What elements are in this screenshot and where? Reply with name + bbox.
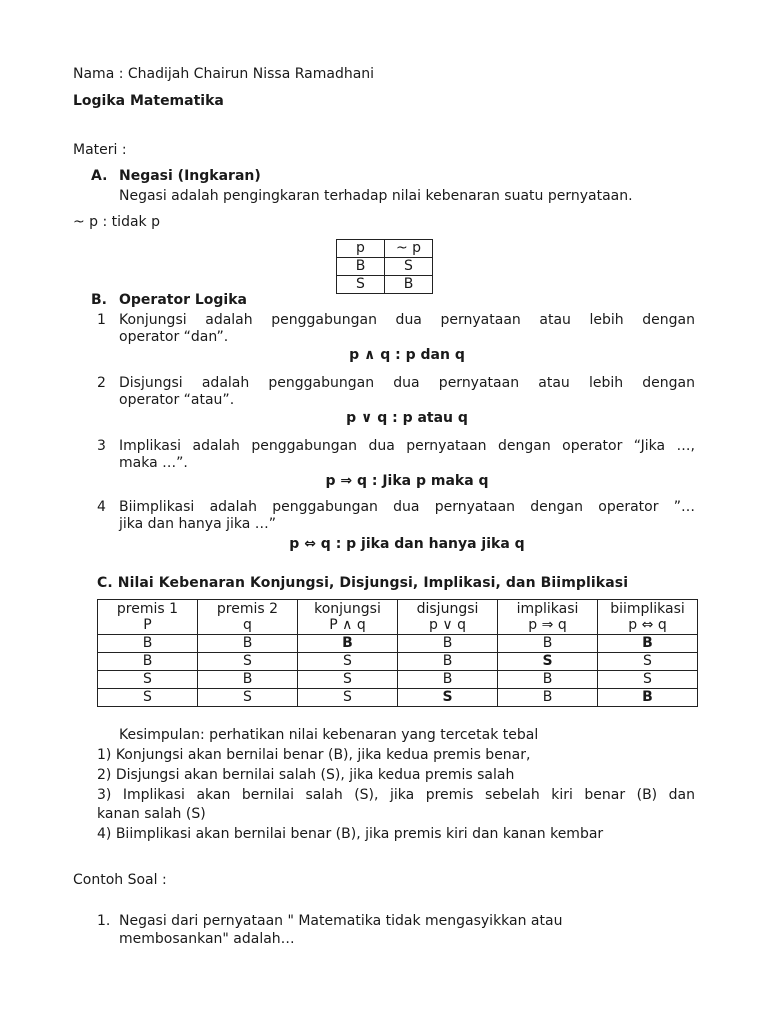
table-row xyxy=(98,689,698,707)
table-cell: S xyxy=(498,653,598,671)
table-cell: B xyxy=(498,689,598,707)
operator-formula: p ∨ q : p atau q xyxy=(346,410,468,426)
negation-table xyxy=(336,239,433,294)
table-header-cell xyxy=(498,600,598,635)
question-text: membosankan" adalah… xyxy=(119,931,295,947)
conclusion-item: 4) Biimplikasi akan bernilai benar (B), jika premis kiri dan kanan kembar xyxy=(97,826,604,842)
table-cell: S xyxy=(298,671,398,689)
table-cell: B xyxy=(498,671,598,689)
truth-table xyxy=(97,599,698,707)
table-row xyxy=(98,653,698,671)
table-header-cell xyxy=(598,600,698,635)
table-cell: S xyxy=(198,653,298,671)
operator-item-text: operator “atau”. xyxy=(119,392,235,408)
table-cell: S xyxy=(298,689,398,707)
table-cell: ~ p xyxy=(385,240,433,258)
header-label: premis 1 xyxy=(116,601,179,617)
section-a-marker: A. xyxy=(91,168,108,184)
table-cell: B xyxy=(337,258,385,276)
document-title: Logika Matematika xyxy=(73,93,224,109)
operator-item-text: Disjungsi adalah penggabungan dua pernyataan atau lebih dengan xyxy=(119,375,695,391)
operator-item-number: 1 xyxy=(97,312,106,328)
table-cell: B xyxy=(398,635,498,653)
negasi-definition: Negasi adalah pengingkaran terhadap nilai kebenaran suatu pernyataan. xyxy=(119,188,633,204)
table-cell: B xyxy=(298,635,398,653)
header-symbol: P ∧ q xyxy=(329,617,366,633)
section-a-heading: Negasi (Ingkaran) xyxy=(119,168,261,184)
table-cell: S xyxy=(98,689,198,707)
conclusion-item: kanan salah (S) xyxy=(97,806,206,822)
table-row xyxy=(98,671,698,689)
operator-item-text: Konjungsi adalah penggabungan dua pernyataan atau lebih dengan xyxy=(119,312,695,328)
table-header-row xyxy=(98,600,698,635)
table-cell: S xyxy=(398,689,498,707)
table-header-cell xyxy=(198,600,298,635)
header-label: implikasi xyxy=(516,601,579,617)
operator-item-number: 4 xyxy=(97,499,106,515)
conclusion-intro: Kesimpulan: perhatikan nilai kebenaran yang tercetak tebal xyxy=(119,727,539,743)
operator-item-text: Implikasi adalah penggabungan dua pernyataan dengan operator “Jika …, xyxy=(119,438,695,454)
operator-item-text: Biimplikasi adalah penggabungan dua pernyataan dengan operator ”… xyxy=(119,499,695,515)
table-row xyxy=(337,276,433,294)
table-cell: B xyxy=(498,635,598,653)
operator-item-number: 2 xyxy=(97,375,106,391)
header-symbol: p ∨ q xyxy=(429,617,466,633)
question-text: Negasi dari pernyataan " Matematika tidak mengasyikkan atau xyxy=(119,913,563,929)
table-cell: B xyxy=(198,671,298,689)
table-cell: B xyxy=(398,653,498,671)
operator-item-text: maka …”. xyxy=(119,455,188,471)
operator-item-text: operator “dan”. xyxy=(119,329,229,345)
materi-label: Materi : xyxy=(73,142,127,158)
operator-item-number: 3 xyxy=(97,438,106,454)
header-label: konjungsi xyxy=(314,601,381,617)
header-label: disjungsi xyxy=(416,601,479,617)
conclusion-item: 3) Implikasi akan bernilai salah (S), jika premis sebelah kiri benar (B) dan xyxy=(97,787,695,803)
negasi-notation: ~ p : tidak p xyxy=(73,214,160,230)
section-c-heading: C. Nilai Kebenaran Konjungsi, Disjungsi, Implikasi, dan Biimplikasi xyxy=(97,575,629,591)
table-cell: B xyxy=(598,635,698,653)
contoh-soal-label: Contoh Soal : xyxy=(73,872,167,888)
section-b-marker: B. xyxy=(91,292,107,308)
table-cell: S xyxy=(337,276,385,294)
header-label: premis 2 xyxy=(216,601,279,617)
table-cell: S xyxy=(298,653,398,671)
conclusion-item: 2) Disjungsi akan bernilai salah (S), jika kedua premis salah xyxy=(97,767,515,783)
table-cell: S xyxy=(385,258,433,276)
question-number: 1. xyxy=(97,913,111,929)
header-label: biimplikasi xyxy=(610,601,685,617)
operator-formula: p ∧ q : p dan q xyxy=(349,347,465,363)
table-header-cell xyxy=(98,600,198,635)
table-row xyxy=(337,240,433,258)
table-cell: p xyxy=(337,240,385,258)
author-name: Nama : Chadijah Chairun Nissa Ramadhani xyxy=(73,66,375,82)
section-b-heading: Operator Logika xyxy=(119,292,247,308)
table-cell: B xyxy=(198,635,298,653)
operator-formula: p ⇔ q : p jika dan hanya jika q xyxy=(289,536,525,552)
table-cell: B xyxy=(98,635,198,653)
table-cell: B xyxy=(385,276,433,294)
table-cell: S xyxy=(198,689,298,707)
table-cell: B xyxy=(98,653,198,671)
table-header-cell xyxy=(398,600,498,635)
table-cell: B xyxy=(398,671,498,689)
table-cell: S xyxy=(598,653,698,671)
operator-formula: p ⇒ q : Jika p maka q xyxy=(325,473,489,489)
header-symbol: p ⇔ q xyxy=(628,617,667,633)
header-symbol: q xyxy=(243,617,252,633)
operator-item-text: jika dan hanya jika …” xyxy=(119,516,277,532)
table-cell: S xyxy=(598,671,698,689)
table-header-cell xyxy=(298,600,398,635)
table-row xyxy=(337,258,433,276)
table-cell: S xyxy=(98,671,198,689)
conclusion-item: 1) Konjungsi akan bernilai benar (B), jika kedua premis benar, xyxy=(97,747,531,763)
table-row xyxy=(98,635,698,653)
header-symbol: P xyxy=(143,617,152,633)
header-symbol: p ⇒ q xyxy=(528,617,567,633)
table-cell: B xyxy=(598,689,698,707)
